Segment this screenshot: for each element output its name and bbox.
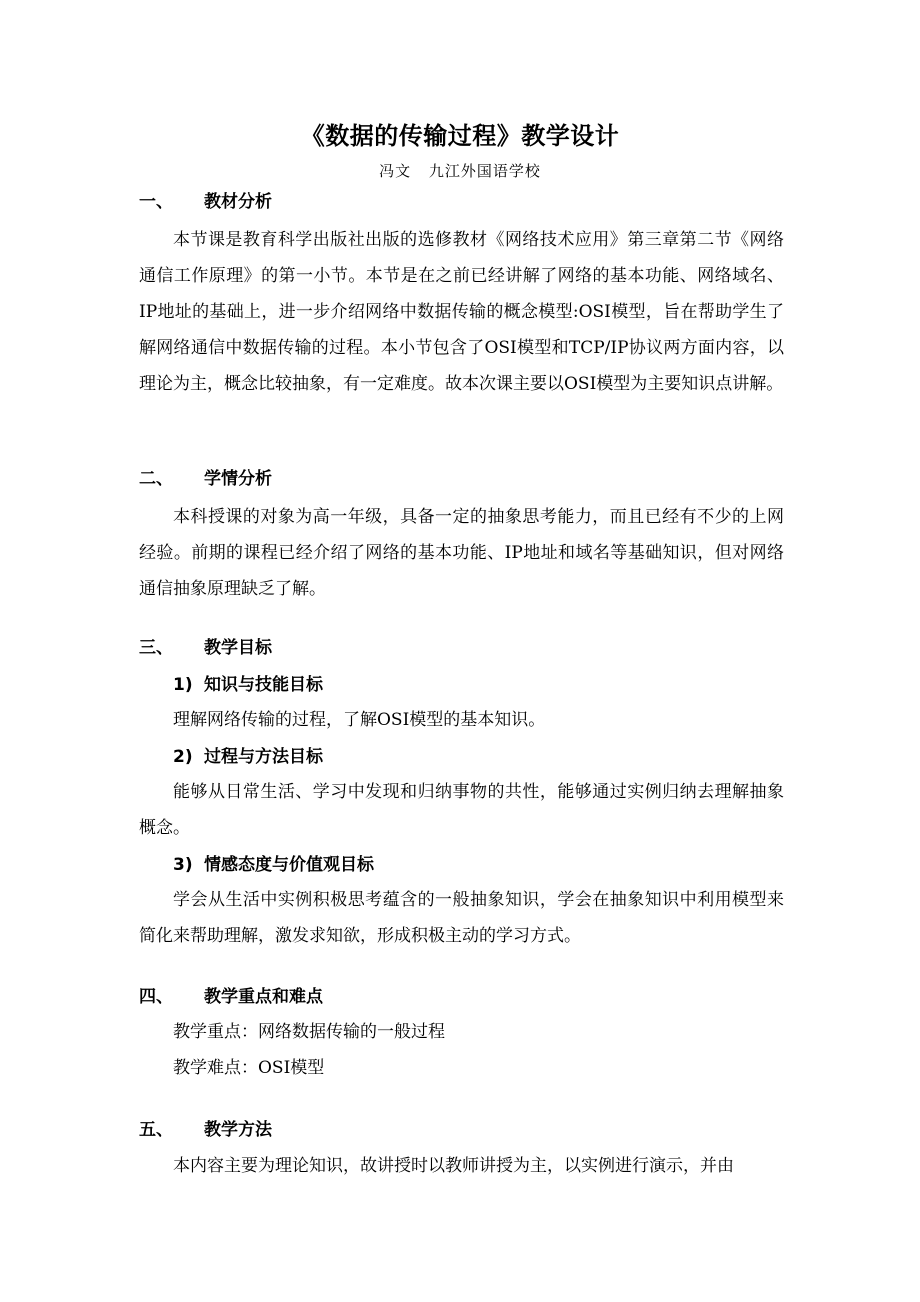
goal-text-1: 理解网络传输的过程，了解OSI模型的基本知识。	[173, 710, 546, 730]
section-heading-4	[139, 984, 323, 1010]
section-title: 教学目标	[204, 638, 272, 658]
section-paragraph-1: 本节课是教育科学出版社出版的选修教材《网络技术应用》第三章第二节《网络通信工作原理》的第一小节。本节是在之前已经讲解了网络的基本功能、网络域名、IP地址的基础上，进一步介绍网络中数据传输的概念模型:OSI模型，旨在帮助学生了解网络通信中数据传输的过程。本小节包含了OSI模型和TCP/IP协议两方面内容，以理论为主，概念比较抽象，有一定难度。故本次课主要以OSI模型为主要知识点讲解。	[139, 230, 784, 394]
section-paragraph-5: 本内容主要为理论知识，故讲授时以教师讲授为主，以实例进行演示，并由	[173, 1156, 734, 1176]
section-number: 三、	[139, 638, 173, 658]
section-number: 二、	[139, 469, 173, 489]
section-title: 教材分析	[204, 192, 272, 212]
section-title: 教学方法	[204, 1120, 272, 1140]
section-title: 教学重点和难点	[204, 987, 323, 1007]
section-number: 四、	[139, 987, 173, 1007]
goal-number: 1)	[173, 675, 193, 695]
goal-heading-1	[173, 672, 323, 698]
document-title: 《数据的传输过程》教学设计	[300, 122, 620, 150]
author-line	[0, 160, 920, 182]
goal-number: 3)	[173, 855, 193, 875]
section-heading-5	[139, 1117, 272, 1143]
goal-heading-3	[173, 852, 374, 878]
section-paragraph-2: 本科授课的对象为高一年级，具备一定的抽象思考能力，而且已经有不少的上网经验。前期的课程已经介绍了网络的基本功能、IP地址和域名等基础知识，但对网络通信抽象原理缺乏了解。	[139, 507, 784, 599]
goal-text-2: 能够从日常生活、学习中发现和归纳事物的共性，能够通过实例归纳去理解抽象概念。	[139, 782, 784, 838]
section-number: 五、	[139, 1120, 173, 1140]
section-title: 学情分析	[204, 469, 272, 489]
section-heading-3	[139, 635, 272, 661]
section-number: 一、	[139, 192, 173, 212]
section-heading-2	[139, 466, 272, 492]
goal-title: 情感态度与价值观目标	[204, 855, 374, 875]
goal-title: 知识与技能目标	[204, 675, 323, 695]
school-name: 九江外国语学校	[428, 162, 541, 180]
goal-heading-2	[173, 744, 323, 770]
difficulty-text: 教学难点：OSI模型	[173, 1058, 325, 1078]
goal-number: 2)	[173, 747, 193, 767]
goal-title: 过程与方法目标	[204, 747, 323, 767]
author-name: 冯文	[379, 162, 412, 180]
section-heading-1	[139, 189, 272, 215]
goal-text-3: 学会从生活中实例积极思考蕴含的一般抽象知识，学会在抽象知识中利用模型来简化来帮助理解，激发求知欲，形成积极主动的学习方式。	[139, 890, 784, 946]
key-point-text: 教学重点：网络数据传输的一般过程	[173, 1022, 445, 1042]
